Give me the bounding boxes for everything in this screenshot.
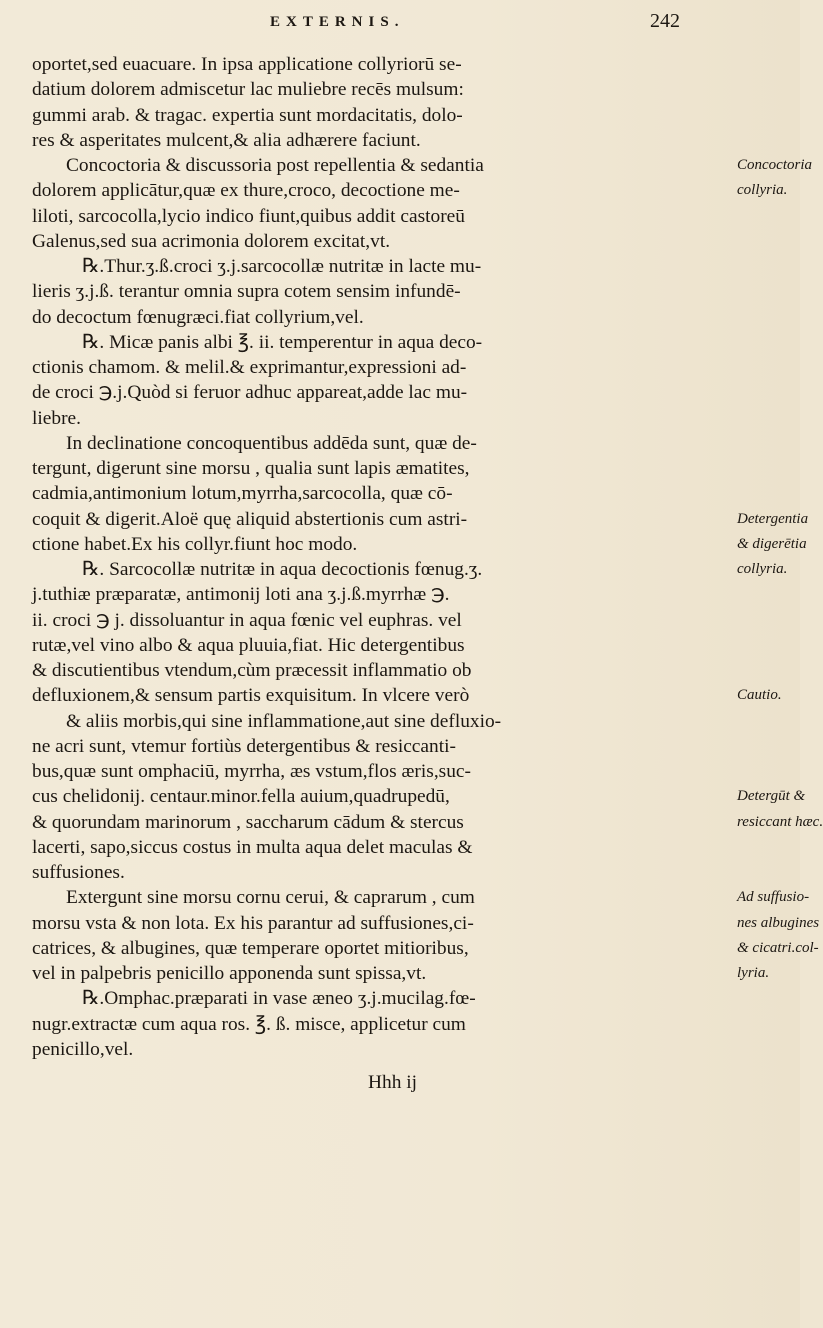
text-line: res & asperitates mulcent,& alia adhærere faciunt. <box>32 129 421 151</box>
text-line: oportet,sed euacuare. In ipsa applicatione collyriorū se- <box>32 54 462 75</box>
text-line: rutæ,vel vino albo & aqua pluuia,fiat. Hic detergentibus <box>32 634 465 656</box>
text-line: In declinatione concoquentibus addēda sunt, quæ de- <box>66 432 477 454</box>
text-line: datium dolorem admiscetur lac muliebre recēs mulsum: <box>32 79 464 101</box>
margin-note: Ad suffusio- <box>737 889 810 906</box>
text-line: j.tuthiæ præparatæ, antimonij loti ana ʒ.j.ß.myrrhæ ℈. <box>32 584 450 606</box>
text-line: de croci ℈.j.Quòd si feruor adhuc appareat,adde lac mu- <box>32 382 468 404</box>
text-line: ℞.Omphac.præparati in vase æneo ʒ.j.mucilag.fœ- <box>82 988 476 1010</box>
text-line: suffusiones. <box>32 862 125 883</box>
text-line: do decoctum fœnugræci.fiat collyrium,vel. <box>32 306 364 328</box>
text-line: defluxionem,& sensum partis exquisitum. In vlcere verò <box>32 685 470 707</box>
text-line: Galenus,sed sua acrimonia dolorem excitat,vt. <box>32 230 391 252</box>
text-line: liloti, sarcocolla,lycio indico fiunt,quibus addit castoreū <box>32 205 465 227</box>
text-line: & aliis morbis,qui sine inflammatione,aut sine defluxio- <box>66 710 502 732</box>
text-line: penicillo,vel. <box>32 1038 134 1060</box>
text-line: bus,quæ sunt omphaciū, myrrha, æs vstum,flos æris,suc- <box>32 761 471 782</box>
text-line: liebre. <box>32 407 81 429</box>
text-line: Extergunt sine morsu cornu cerui, & caprarum , cum <box>66 887 475 909</box>
margin-note: Concoctoria <box>737 157 812 173</box>
text-line: cus chelidonij. centaur.minor.fella auium,quadrupedū, <box>32 786 450 808</box>
signature-mark: Hhh ij <box>368 1072 418 1093</box>
text-line: dolorem applicātur,quæ ex thure,croco, decoctione me- <box>32 180 460 202</box>
text-line: ℞. Sarcocollæ nutritæ in aqua decoctionis fœnug.ʒ. <box>82 559 483 580</box>
margin-note: & digerētia <box>737 535 807 552</box>
text-line: morsu vsta & non lota. Ex his parantur ad suffusiones,ci- <box>32 912 474 934</box>
text-line: ii. croci ℈ j. dissoluantur in aqua fœnic vel euphras. vel <box>32 609 462 631</box>
text-line: lacerti, sapo,siccus costus in multa aqua delet maculas & <box>32 836 473 858</box>
text-line: vel in palpebris penicillo apponenda sunt spissa,vt. <box>32 963 427 984</box>
text-line: & quorundam marinorum , saccharum cādum & stercus <box>32 811 464 833</box>
margin-note: lyria. <box>737 965 770 981</box>
text-line: lieris ʒ.j.ß. terantur omnia supra cotem sensim infundē- <box>32 281 461 303</box>
text-line: ℞. Micæ panis albi ℥. ii. temperentur in aqua deco- <box>82 331 483 353</box>
text-line: catrices, & albugines, quæ temperare oportet mitioribus, <box>32 937 469 959</box>
text-line: tergunt, digerunt sine morsu , qualia sunt lapis æmatites, <box>32 458 470 479</box>
margin-note: resiccant hæc. <box>737 813 823 830</box>
text-line: ℞.Thur.ʒ.ß.croci ʒ.j.sarcocollæ nutritæ in lacte mu- <box>82 256 482 277</box>
margin-note: collyria. <box>737 561 788 577</box>
text-line: ne acri sunt, vtemur fortiùs detergentibus & resiccanti- <box>32 735 456 757</box>
main-text <box>32 52 727 1095</box>
margin-note: & cicatri.col- <box>737 939 819 956</box>
text-line: coquit & digerit.Aloë quę aliquid abstertionis cum astri- <box>32 508 468 530</box>
text-line: ctione habet.Ex his collyr.fiunt hoc modo. <box>32 533 358 555</box>
text-line: & discutientibus vtendum,cùm præcessit inflammatio ob <box>32 660 472 681</box>
page-header <box>0 8 800 48</box>
text-line: Concoctoria & discussoria post repellentia & sedantia <box>66 155 484 176</box>
text-line: ctionis chamom. & melil.& exprimantur,expressioni ad- <box>32 357 467 378</box>
page-number: 242 <box>650 10 680 32</box>
text-line: nugr.extractæ cum aqua ros. ℥. ß. misce, applicetur cum <box>32 1013 466 1035</box>
text-line: cadmia,antimonium lotum,myrrha,sarcocolla, quæ cō- <box>32 483 453 505</box>
margin-note: nes albugines <box>737 914 820 931</box>
text-line: gummi arab. & tragac. expertia sunt mordacitatis, dolo- <box>32 104 463 126</box>
margin-note: collyria. <box>737 182 788 199</box>
running-head: EXTERNIS. <box>270 14 405 30</box>
margin-note: Detergentia <box>737 510 809 527</box>
margin-note: Cautio. <box>737 687 782 704</box>
margin-note: Detergūt & <box>737 788 806 805</box>
